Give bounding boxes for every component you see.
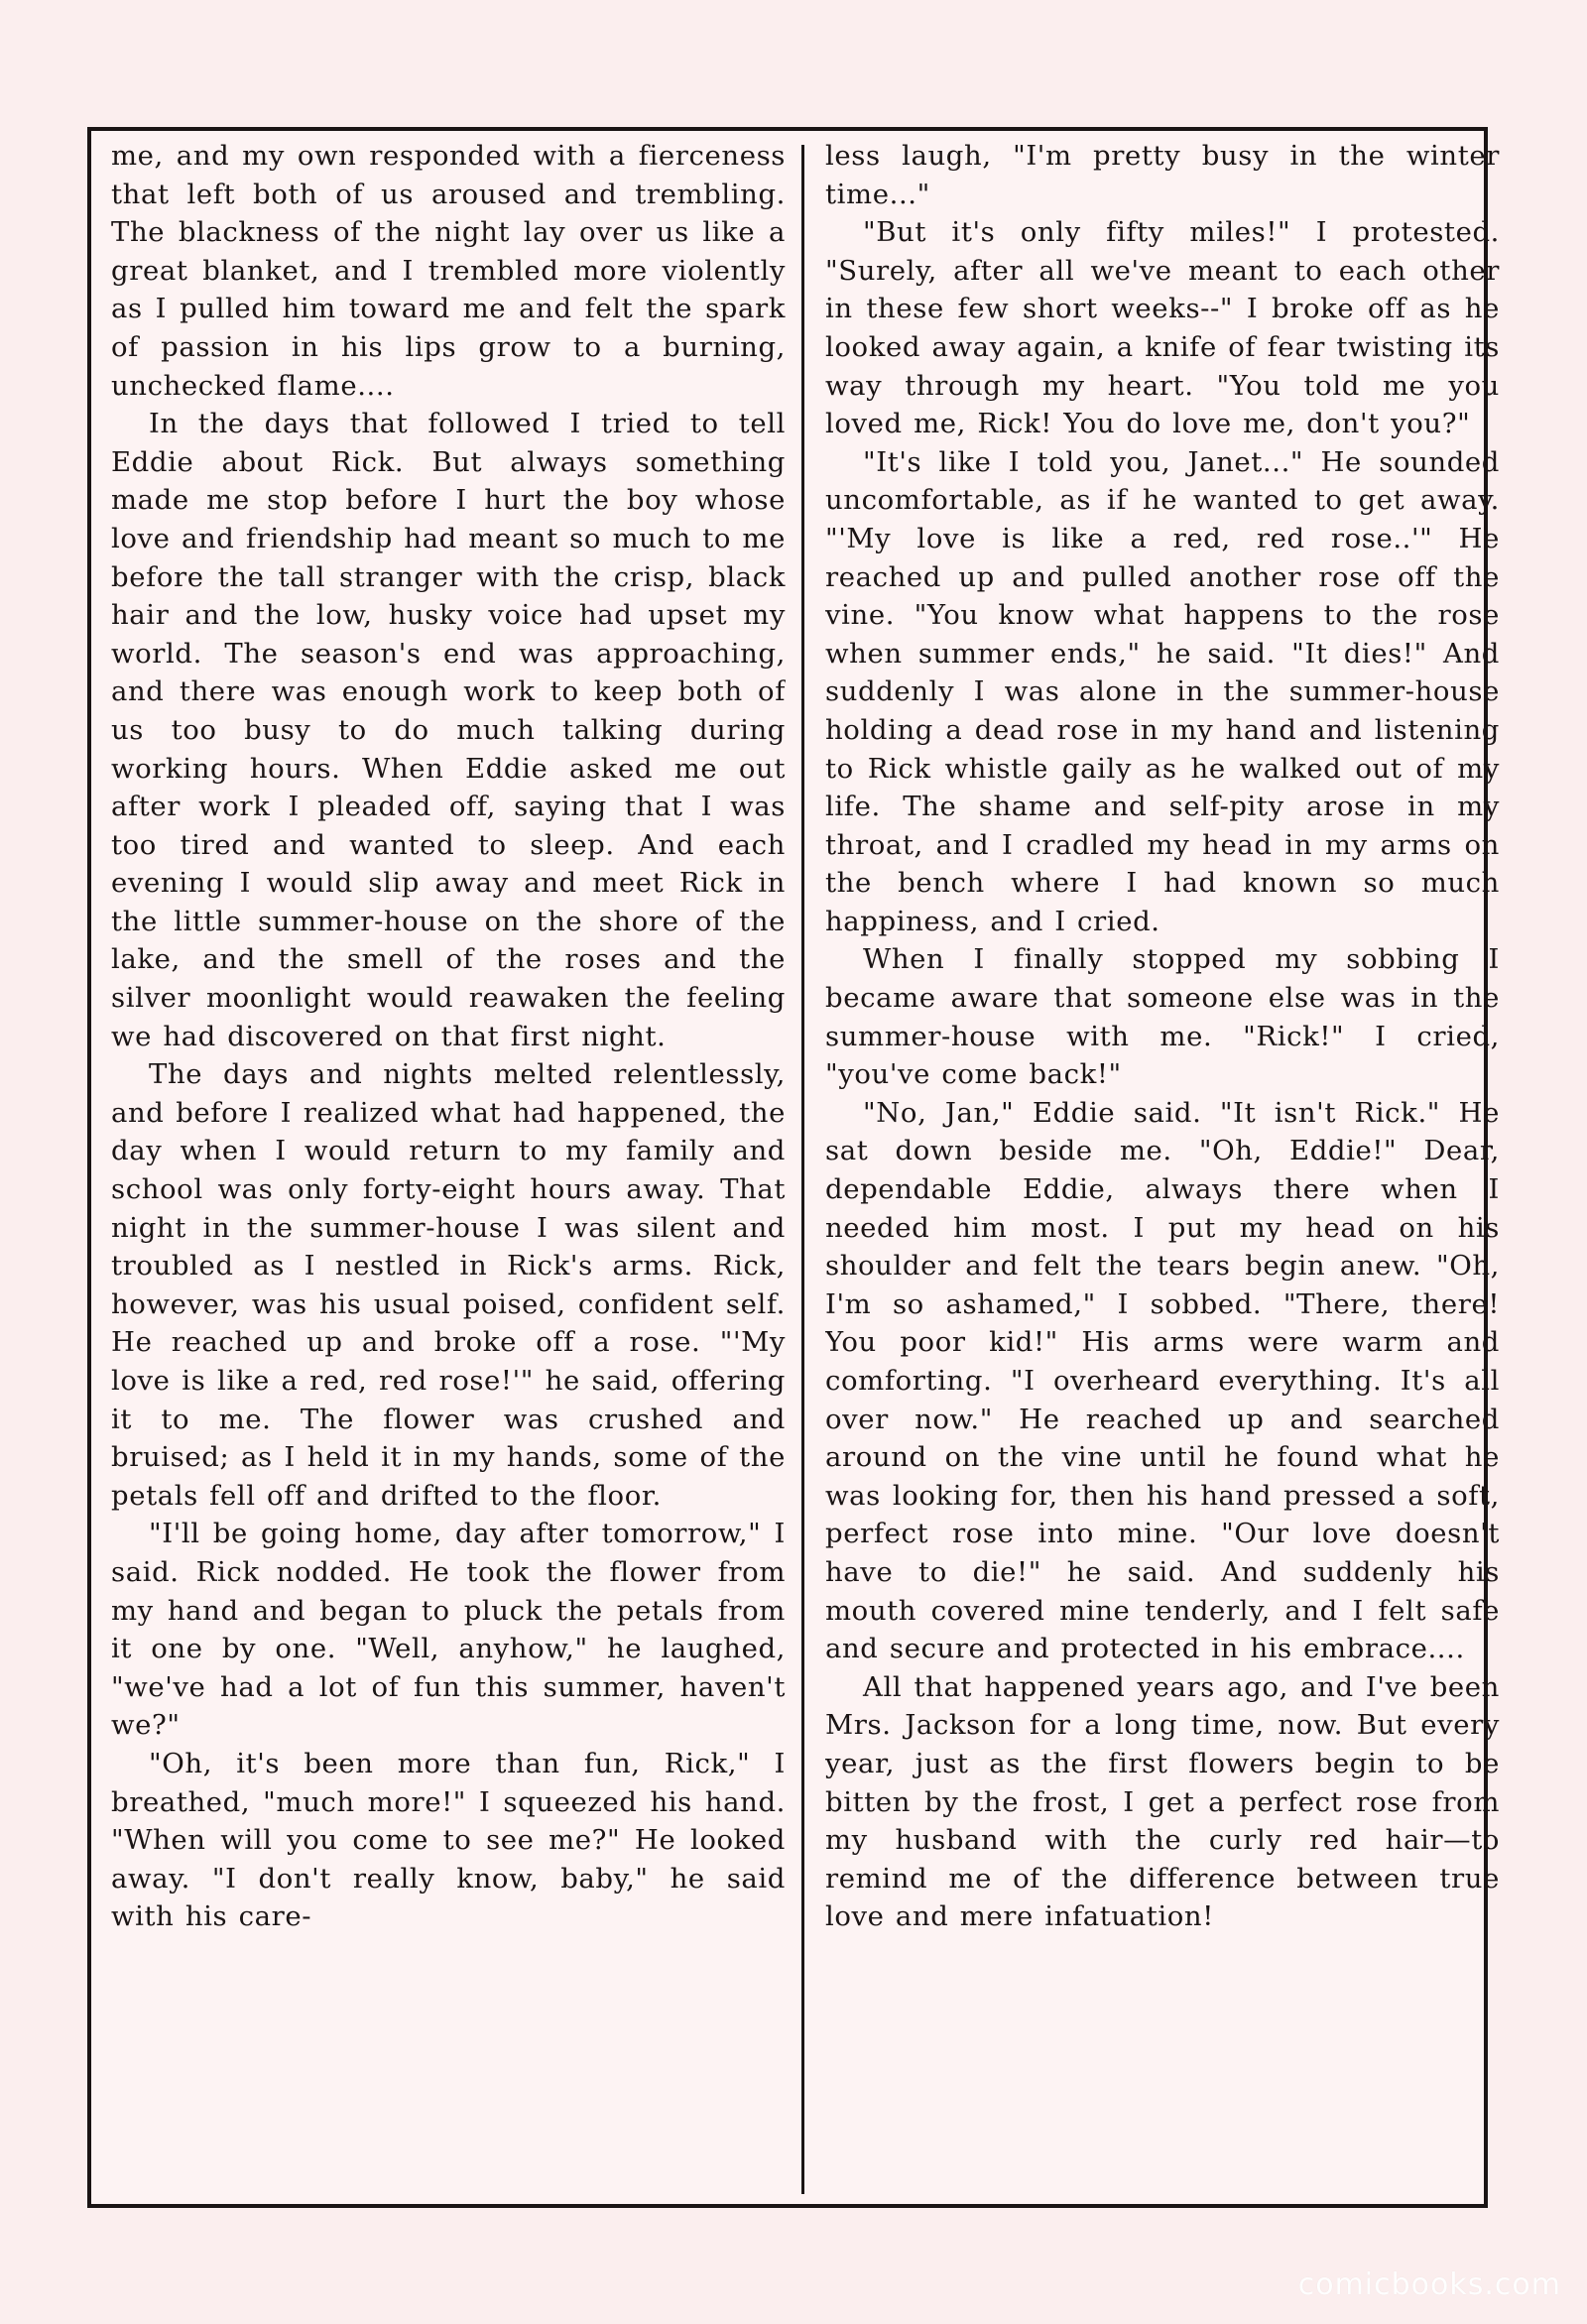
paragraph: less laugh, "I'm pretty busy in the winter time..." bbox=[825, 140, 1500, 210]
paragraph: In the days that followed I tried to tell Eddie about Rick. But always something made me stop before I hurt the boy whose love and friendship had meant so much to me before the tall stranger with the crisp, black hair and the low, husky voice had upset my world. The season's end was approaching, and there was enough work to keep both of us too busy to do much talking during working hours. When Eddie asked me out after work I pleaded off, saying that I was too tired and wanted to sleep. And each evening I would slip away and meet Rick in the little summer-house on the shore of the lake, and the smell of the roses and the silver moonlight would reawaken the feeling we had discovered on that first night. bbox=[111, 408, 786, 1052]
paragraph: "Oh, it's been more than fun, Rick," I breathed, "much more!" I squeezed his hand. "When will you come to see me?" He looked away. "I don't really know, baby," he said with his care- bbox=[111, 1747, 786, 1933]
paragraph: The days and nights melted relentlessly, and before I realized what had happened, the day when I would return to my family and school was only forty-eight hours away. That night in the summer-house I was silent and troubled as I nestled in Rick's arms. Rick, however, was his usual poised, confident self. He reached up and broke off a rose. "'My love is like a red, red rose!'" he said, offering it to me. The flower was crushed and bruised; as I held it in my hands, some of the petals fell off and drifted to the floor. bbox=[111, 1058, 786, 1512]
column-divider bbox=[801, 145, 804, 2194]
watermark: comicbooks.com bbox=[1297, 2267, 1561, 2302]
paragraph: When I finally stopped my sobbing I became aware that someone else was in the summer-house with me. "Rick!" I cried, "you've come back!" bbox=[825, 943, 1500, 1091]
paragraph: "But it's only fifty miles!" I protested. "Surely, after all we've meant to each other in these few short weeks--" I broke off as he looked away again, a knife of fear twisting its way through my heart. "You told me you loved me, Rick! You do love me, don't you?" bbox=[825, 216, 1500, 440]
left-column bbox=[111, 137, 786, 2200]
paragraph: "It's like I told you, Janet..." He sounded uncomfortable, as if he wanted to get away. "'My love is like a red, red rose..'" He reached up and pulled another rose off the vine. "You know what happens to the rose when summer ends," he said. "It dies!" And suddenly I was alone in the summer-house holding a dead rose in my hand and listening to Rick whistle gaily as he walked out of my life. The shame and self-pity arose in my throat, and I cradled my head in my arms on the bench where I had known so much happiness, and I cried. bbox=[825, 445, 1500, 937]
paragraph: me, and my own responded with a fierceness that left both of us aroused and trembling. The blackness of the night lay over us like a great blanket, and I trembled more violently as I pulled him toward me and felt the spark of passion in his lips grow to a burning, unchecked flame.... bbox=[111, 140, 786, 402]
paragraph: All that happened years ago, and I've been Mrs. Jackson for a long time, now. But every year, just as the first flowers begin to be bitten by the frost, I get a perfect rose from my husband with the curly red hair—to remind me of the difference between true love and mere infatuation! bbox=[825, 1670, 1500, 1933]
page-frame bbox=[87, 127, 1500, 2208]
paragraph: "I'll be going home, day after tomorrow," I said. Rick nodded. He took the flower from my hand and began to pluck the petals from it one by one. "Well, anyhow," he laughed, "we've had a lot of fun this summer, haven't we?" bbox=[111, 1518, 786, 1742]
paragraph: "No, Jan," Eddie said. "It isn't Rick." He sat down beside me. "Oh, Eddie!" Dear, dependable Eddie, always there when I needed him most. I put my head on his shoulder and felt the tears begin anew. "Oh, I'm so ashamed," I sobbed. "There, there! You poor kid!" His arms were warm and comforting. "I overheard everything. It's all over now." He reached up and searched around on the vine until he found what he was looking for, then his hand pressed a soft, perfect rose into mine. "Our love doesn't have to die!" he said. And suddenly his mouth covered mine tenderly, and I felt safe and secure and protected in his embrace.... bbox=[825, 1096, 1500, 1665]
right-column bbox=[825, 137, 1500, 2200]
